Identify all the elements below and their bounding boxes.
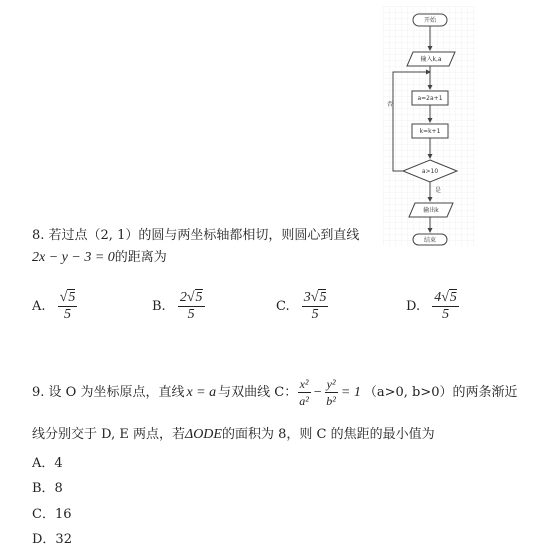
q9-line2 [32,427,435,443]
step2-label: k=k+1 [419,128,441,135]
flowchart [383,6,475,246]
q8-line2 [32,250,167,266]
q8-line-equation: 2x − y − 3 = 0 [32,250,115,265]
q9-minus: − [312,384,323,400]
start-label: 开始 [423,17,437,24]
output-label: 输出k [423,207,439,214]
no-label: 否 [386,101,394,108]
q9-line1 [32,376,518,409]
q8-option-c-label: C. [276,299,290,314]
q8-option-d[interactable] [406,290,459,323]
q9-prefix: 9. 设 O 为坐标原点，直线 [32,384,185,400]
q8-option-b-label: B. [152,299,166,314]
q9-option-d[interactable]: D．32 [32,532,72,547]
q9-option-c[interactable]: C．16 [32,507,72,522]
q9-rhs: = 1 [340,384,361,400]
end-label: 结束 [423,237,437,244]
q8-option-c-value: $\frac{3√5}{5}$ [303,290,327,322]
yes-label: 是 [435,187,442,194]
q8-option-b-value: $\frac{2√5}{5}$ [179,290,203,322]
q8-line2-suffix: 的距离为 [114,250,167,265]
q9-option-a[interactable]: A．4 [32,456,63,471]
q9-line-equation: x = a [186,384,217,400]
q9-triangle: ΔODE [184,427,222,442]
q8-option-b[interactable] [152,290,205,323]
q9-line2-post: 的面积为 8，则 C 的焦距的最小值为 [221,427,435,442]
q8-option-c[interactable] [276,290,328,323]
q9-mid: 与双曲线 C： [218,384,298,400]
step1-label: a=2a+1 [417,95,443,102]
condition-label: a>10 [421,168,439,175]
input-label: 输入k,a [420,56,442,63]
q8-option-a-value: $\frac{√5}{5}$ [59,290,76,322]
q8-line1: 8. 若过点（2, 1）的圆与两坐标轴都相切，则圆心到直线 [32,228,360,243]
q8-option-a[interactable] [32,290,77,323]
q9-line2-pre: 线分别交于 D, E 两点，若 [32,427,185,442]
q8-options [32,290,522,326]
q8-option-a-label: A. [32,299,46,314]
q9-y-fraction: $\frac{\text{y²}}{\text{b²}}$ [326,377,336,408]
q9-condition: （a>0, b>0）的两条渐近 [363,384,518,400]
q8-option-d-label: D. [406,299,421,314]
q9-x-fraction: $\frac{\text{x²}}{\text{a²}}$ [299,377,309,408]
q9-option-b[interactable]: B．8 [32,481,63,496]
q8-option-d-value: $\frac{4√5}{5}$ [434,290,457,322]
